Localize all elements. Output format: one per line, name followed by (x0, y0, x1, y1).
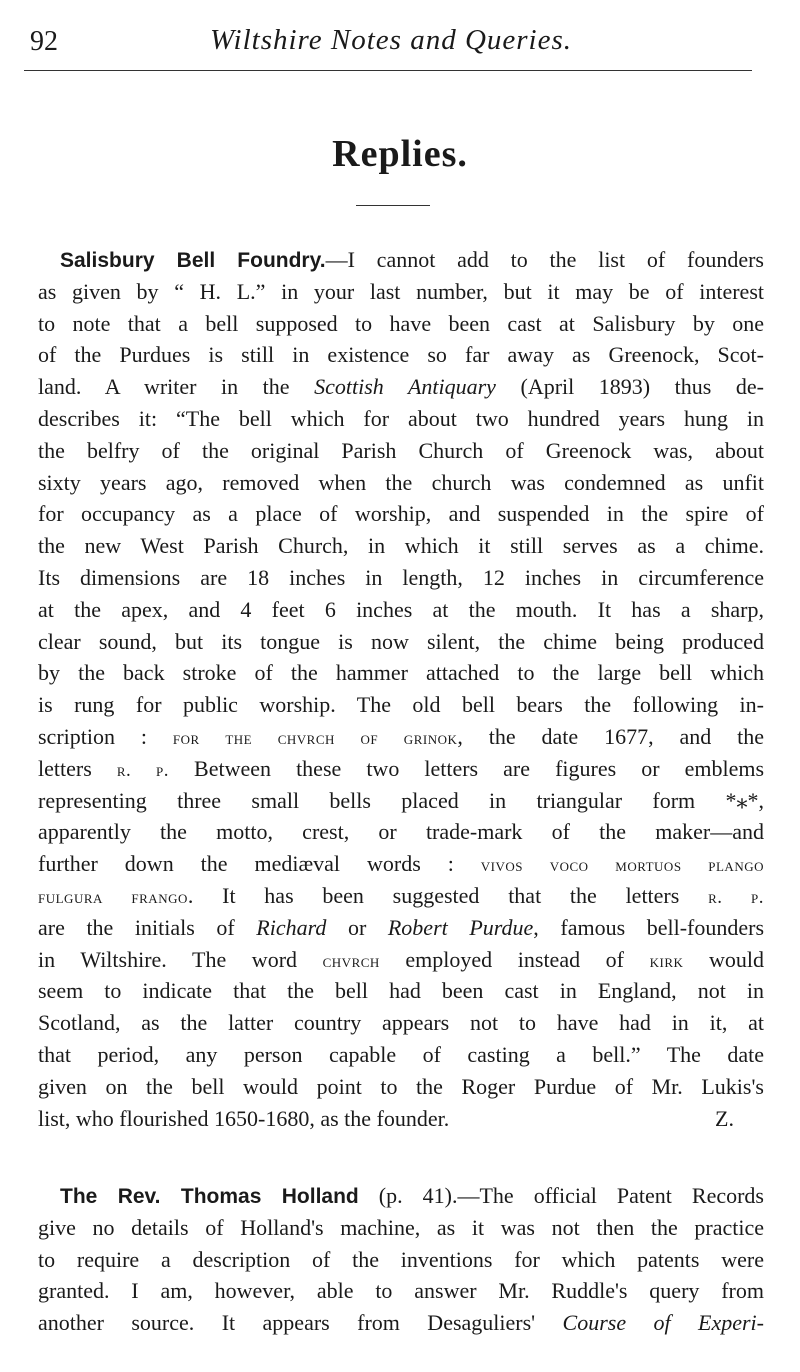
page-number: 92 (30, 26, 58, 57)
text-fragment: (April 1893) thus de- (495, 374, 764, 400)
text-fragment: scription : (38, 723, 173, 749)
text-fragment: would (683, 946, 764, 972)
text-fragment: , famous bell-founders (533, 914, 765, 940)
text-fragment: letters (38, 755, 117, 781)
text-fragment: are the initials of (38, 914, 257, 940)
text-fragment: list, who flourished 1650-1680, as the founder. (38, 1105, 450, 1131)
text-fragment: , the date 1677, and the (457, 723, 764, 749)
text-line (38, 880, 764, 912)
text-fragment: (p. 41).—The official Patent Records (358, 1183, 764, 1208)
text-fragment: another source. It appears from Desaguliers' (38, 1310, 563, 1336)
text-line: describes it: “The bell which for about two hundred years hung in (38, 405, 764, 431)
name-richard: Richard (256, 914, 327, 940)
text-line (38, 753, 764, 785)
section-heading: Replies. (332, 133, 468, 175)
letters-rp: r. p. (116, 759, 170, 781)
text-fragment: further down the mediæval words : (38, 851, 481, 877)
text-fragment: land. A writer in the (38, 374, 315, 400)
signature: Z. (715, 1105, 734, 1131)
text-line: clear sound, but its tongue is now silent, the chime being produced (38, 628, 764, 654)
text-line (38, 721, 764, 753)
header-rule (24, 70, 752, 71)
text-fragment: Between these two letters are figures or emblems (169, 755, 765, 781)
text-fragment: or (326, 914, 388, 940)
running-head (30, 20, 752, 64)
text-fragment: employed instead of (379, 946, 650, 972)
text-fragment: in Wiltshire. The word (38, 946, 323, 972)
text-line: sixty years ago, removed when the church was condemned as unfit (38, 469, 764, 495)
text-line: seem to indicate that the bell had been cast in England, not in (38, 978, 764, 1004)
text-line: give no details of Holland's machine, as it was not then the practice (38, 1214, 764, 1240)
text-line (38, 371, 764, 403)
text-line: granted. I am, however, able to answer Mr. Ruddle's query from (38, 1278, 764, 1304)
inscription-text: for the chvrch of grinok (172, 727, 458, 749)
reply-thomas-holland (38, 1180, 764, 1339)
text-line: representing three small bells placed in triangular form *⁎*, (38, 787, 764, 813)
book-title: Course of Experi- (562, 1310, 764, 1336)
text-line: to note that a bell supposed to have been cast at Salisbury by one (38, 310, 764, 336)
heading-rule (356, 205, 430, 206)
text-fragment: . It has been suggested that the letters (187, 882, 709, 908)
text-line: for occupancy as a place of worship, and suspended in the spire of (38, 501, 764, 527)
name-robert-purdue: Robert Purdue (387, 914, 534, 940)
latin-words-2: fulgura frango (38, 886, 188, 908)
text-line: that period, any person capable of casting a bell.” The date (38, 1041, 764, 1067)
text-line: by the back stroke of the hammer attached to the large bell which (38, 660, 764, 686)
text-line (38, 944, 764, 976)
text-line (38, 1180, 764, 1212)
reply-salisbury-bell-foundry (38, 244, 764, 1134)
text-fragment: —I cannot add to the list of founders (325, 247, 764, 272)
text-line: the belfry of the original Parish Church of Greenock was, about (38, 437, 764, 463)
reply-lead: Salisbury Bell Foundry. (60, 249, 326, 272)
text-line: given on the bell would point to the Roger Purdue of Mr. Lukis's (38, 1073, 764, 1099)
text-line: as given by “ H. L.” in your last number, but it may be of interest (38, 278, 764, 304)
text-line: to require a description of the inventions for which patents were (38, 1246, 764, 1272)
reply-lead: The Rev. Thomas Holland (60, 1185, 359, 1208)
text-line: Scotland, as the latter country appears not to have had in it, at (38, 1010, 764, 1036)
text-line: is rung for public worship. The old bell bears the following in- (38, 692, 764, 718)
journal-title: Scottish Antiquary (314, 374, 496, 400)
text-line: at the apex, and 4 feet 6 inches at the mouth. It has a sharp, (38, 596, 764, 622)
text-line (38, 1103, 764, 1135)
running-title: Wiltshire Notes and Queries. (209, 24, 573, 56)
text-line (38, 848, 764, 880)
text-line: Its dimensions are 18 inches in length, 12 inches in circumference (38, 564, 764, 590)
text-line (38, 244, 764, 276)
word-chvrch: chvrch (322, 950, 380, 972)
text-line (38, 912, 764, 944)
word-kirk: kirk (649, 950, 684, 972)
letters-rp-2: r. p. (708, 886, 764, 908)
latin-words: vivos voco mortuos plango (480, 855, 764, 877)
text-line: apparently the motto, crest, or trade-mark of the maker—and (38, 819, 764, 845)
text-line: the new West Parish Church, in which it still serves as a chime. (38, 533, 764, 559)
text-line: of the Purdues is still in existence so far away as Greenock, Scot- (38, 342, 764, 368)
text-line (38, 1307, 764, 1339)
